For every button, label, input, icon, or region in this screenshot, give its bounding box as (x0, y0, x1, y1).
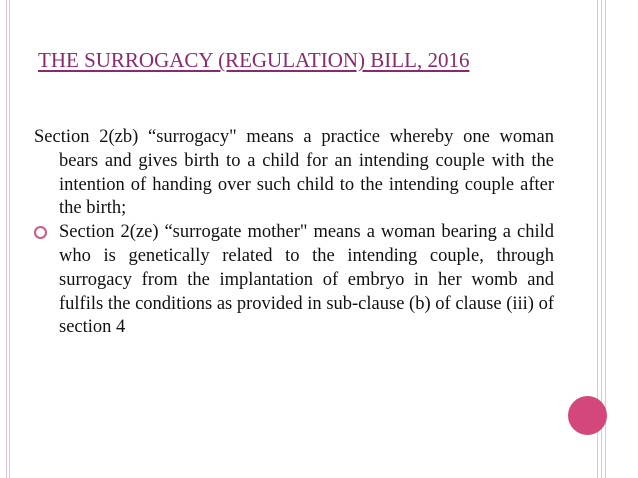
paragraph-surrogacy-definition (34, 126, 554, 221)
slide-title: THE SURROGACY (REGULATION) BILL, 2016 (38, 48, 470, 72)
paragraph-text: Section 2(ze) “surrogate mother" means a woman bearing a child who is genetically related to the intending couple, through surrogacy from the implantation of embryo in her womb and fulfils the conditions as provided in sub-clause (b) of clause (iii) of section 4 (59, 222, 554, 338)
paragraph-lead: Section 2(zb) “surrogacy" means a practice whereby one (34, 127, 490, 147)
pink-dot-decoration-icon (568, 396, 607, 435)
slide-body (34, 126, 554, 340)
paragraph-surrogate-mother-definition (34, 221, 554, 340)
hollow-circle-bullet-icon (34, 226, 47, 239)
frame-line-left-inner (9, 0, 10, 478)
frame-line-left-outer (6, 0, 7, 478)
paragraph-rest: woman bears and gives birth to a child for an intending couple with the intention of handing over such child to the intending couple after the birth; (59, 127, 554, 219)
